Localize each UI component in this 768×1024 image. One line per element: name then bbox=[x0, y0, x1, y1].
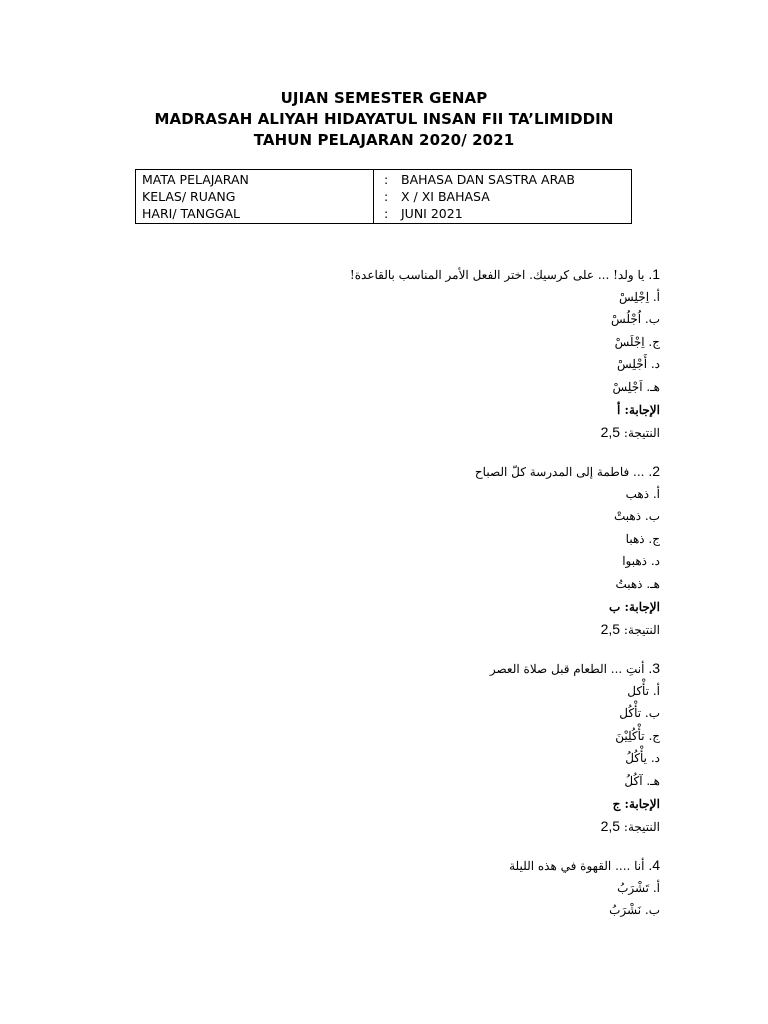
info-value: BAHASA DAN SASTRA ARAB bbox=[401, 172, 575, 187]
school-name: MADRASAH ALIYAH HIDAYATUL INSAN FII TA’LIMIDDIN bbox=[154, 110, 614, 128]
option: ب. نَشْرَبُ bbox=[609, 903, 660, 918]
question-1 bbox=[350, 263, 660, 444]
question-4 bbox=[509, 854, 660, 922]
question-stem bbox=[475, 460, 660, 483]
question-text: أنتِ ... الطعام قبل صلاة العصر bbox=[489, 662, 645, 676]
option: د. ذهبوا bbox=[622, 554, 660, 569]
option: أ. تأْكل bbox=[627, 683, 660, 698]
question-2 bbox=[475, 460, 660, 641]
score-value: 2,5 bbox=[600, 424, 621, 441]
answer-value: ج bbox=[612, 796, 621, 811]
answer-line bbox=[350, 399, 660, 422]
option: هـ. ذهبتُ bbox=[615, 576, 660, 591]
option: هـ. اَجْلِسْ bbox=[612, 379, 660, 394]
answer-line bbox=[475, 596, 660, 619]
exam-header bbox=[0, 88, 768, 151]
answer-label: الإجابة: bbox=[624, 599, 660, 614]
option: ب. اُجْلُسْ bbox=[611, 312, 660, 327]
answer-label: الإجابة: bbox=[624, 796, 660, 811]
answer-value: أ bbox=[617, 402, 621, 417]
question-stem bbox=[350, 263, 660, 286]
question-text: ... فاطمة إلى المدرسة كلّ الصباح bbox=[474, 465, 645, 479]
info-row-subject bbox=[136, 172, 631, 189]
option: ج. اِجْلَسْ bbox=[614, 334, 660, 349]
score-line bbox=[475, 618, 660, 641]
option: ب. تأْكُل bbox=[619, 706, 660, 721]
question-number: 4. bbox=[648, 857, 660, 873]
option: ج. ذهبا bbox=[625, 531, 660, 546]
info-row-class bbox=[136, 189, 631, 206]
option: ج. تأْكُلِيْنَ bbox=[615, 728, 660, 743]
score-line bbox=[350, 421, 660, 444]
info-label: HARI/ TANGGAL bbox=[142, 206, 240, 221]
option: أ. ذهب bbox=[625, 486, 660, 501]
info-colon: : bbox=[384, 189, 389, 204]
info-row-date bbox=[136, 206, 631, 223]
score-label: النتيجة: bbox=[623, 426, 660, 441]
answer-value: ب bbox=[609, 599, 621, 614]
info-label: MATA PELAJARAN bbox=[142, 172, 249, 187]
question-stem bbox=[509, 854, 660, 877]
option: ب. ذهبتْ bbox=[613, 509, 660, 524]
question-stem bbox=[490, 657, 660, 680]
answer-line bbox=[490, 793, 660, 816]
option: أ. اِجْلِسْ bbox=[619, 289, 660, 304]
academic-year: TAHUN PELAJARAN 2020/ 2021 bbox=[253, 131, 515, 149]
question-number: 3. bbox=[648, 660, 660, 676]
exam-info-table bbox=[135, 169, 632, 224]
question-number: 1. bbox=[648, 266, 660, 282]
info-value: JUNI 2021 bbox=[401, 206, 463, 221]
exam-title: UJIAN SEMESTER GENAP bbox=[280, 89, 488, 107]
question-3 bbox=[490, 657, 660, 838]
score-label: النتيجة: bbox=[623, 820, 660, 835]
info-value: X / XI BAHASA bbox=[401, 189, 490, 204]
option: د. يأْكُلُ bbox=[625, 751, 660, 766]
score-value: 2,5 bbox=[600, 818, 621, 835]
info-colon: : bbox=[384, 206, 389, 221]
score-value: 2,5 bbox=[600, 621, 621, 638]
score-line bbox=[490, 815, 660, 838]
option: هـ. آكُلُ bbox=[624, 773, 660, 788]
option: أ. تَشْرَبُ bbox=[617, 880, 660, 895]
score-label: النتيجة: bbox=[623, 623, 660, 638]
question-text: أنا .... القهوة في هذه الليلة bbox=[509, 859, 645, 873]
info-colon: : bbox=[384, 172, 389, 187]
option: د. أَجْلِسْ bbox=[617, 357, 660, 372]
info-label: KELAS/ RUANG bbox=[142, 189, 236, 204]
answer-label: الإجابة: bbox=[624, 402, 660, 417]
question-number: 2. bbox=[648, 463, 660, 479]
question-text: يا ولد! ... على كرسيك. اختر الفعل الأمر المناسب بالقاعدة! bbox=[349, 268, 645, 282]
